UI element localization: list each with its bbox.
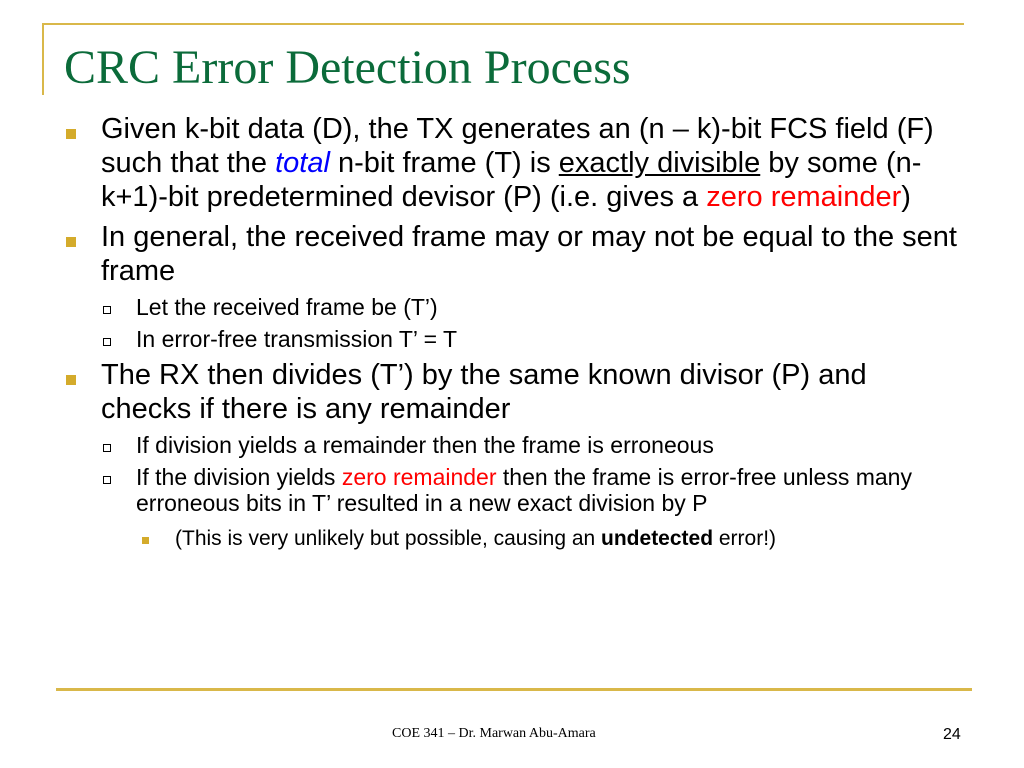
sub-bullet-text: Let the received frame be (T’) (136, 294, 438, 320)
frame-top-rule (42, 23, 964, 25)
bullet-item (0, 112, 957, 214)
highlight-zero-remainder: zero remainder (341, 464, 497, 490)
text-segment: by some (n-k+1)-bit predetermined devisor (P) (i.e. gives a (101, 147, 922, 213)
frame-left-rule (42, 23, 44, 95)
square-bullet-icon (142, 537, 149, 544)
sub-bullet-item (0, 464, 986, 516)
footer-text: COE 341 – Dr. Marwan Abu-Amara (392, 726, 596, 741)
bullet-text: In general, the received frame may or may not be equal to the sent frame (101, 221, 957, 287)
square-bullet-icon (66, 375, 76, 385)
footer-rule (56, 688, 972, 691)
sub-bullet-item (0, 432, 986, 458)
sub-bullet-item (0, 294, 986, 320)
bullet-text: The RX then divides (T’) by the same known divisor (P) and checks if there is any remainder (101, 359, 867, 425)
text-segment: error!) (713, 527, 777, 550)
emphasis-total: total (275, 147, 330, 179)
square-bullet-icon (66, 129, 76, 139)
bold-undetected: undetected (601, 527, 714, 550)
sub-sub-bullet-item (0, 526, 1005, 552)
highlight-zero-remainder: zero remainder (706, 181, 902, 213)
sub-bullet-item (0, 326, 986, 352)
hollow-square-bullet-icon (103, 306, 111, 314)
hollow-square-bullet-icon (103, 476, 111, 484)
slide-body (0, 112, 1024, 552)
text-segment: then the frame is error-free unless many erroneous bits in T’ resulted in a new exact division by P (136, 464, 912, 516)
hollow-square-bullet-icon (103, 338, 111, 346)
bullet-item (0, 220, 957, 288)
page-number: 24 (943, 726, 961, 743)
square-bullet-icon (66, 237, 76, 247)
slide-title: CRC Error Detection Process (64, 41, 631, 94)
sub-bullet-text: In error-free transmission T’ = T (136, 326, 458, 352)
text-segment: (This is very unlikely but possible, causing an (175, 527, 602, 550)
text-segment: ) (901, 181, 911, 213)
bullet-item (0, 358, 957, 426)
hollow-square-bullet-icon (103, 444, 111, 452)
text-segment: If the division yields (136, 464, 342, 490)
text-segment: Given k-bit data (D), the TX generates an (n – k)-bit FCS field (F) such that the (101, 113, 934, 179)
underlined-exactly-divisible: exactly divisible (558, 147, 761, 179)
text-segment: n-bit frame (T) is (329, 147, 559, 179)
sub-bullet-text: If division yields a remainder then the frame is erroneous (136, 432, 714, 458)
